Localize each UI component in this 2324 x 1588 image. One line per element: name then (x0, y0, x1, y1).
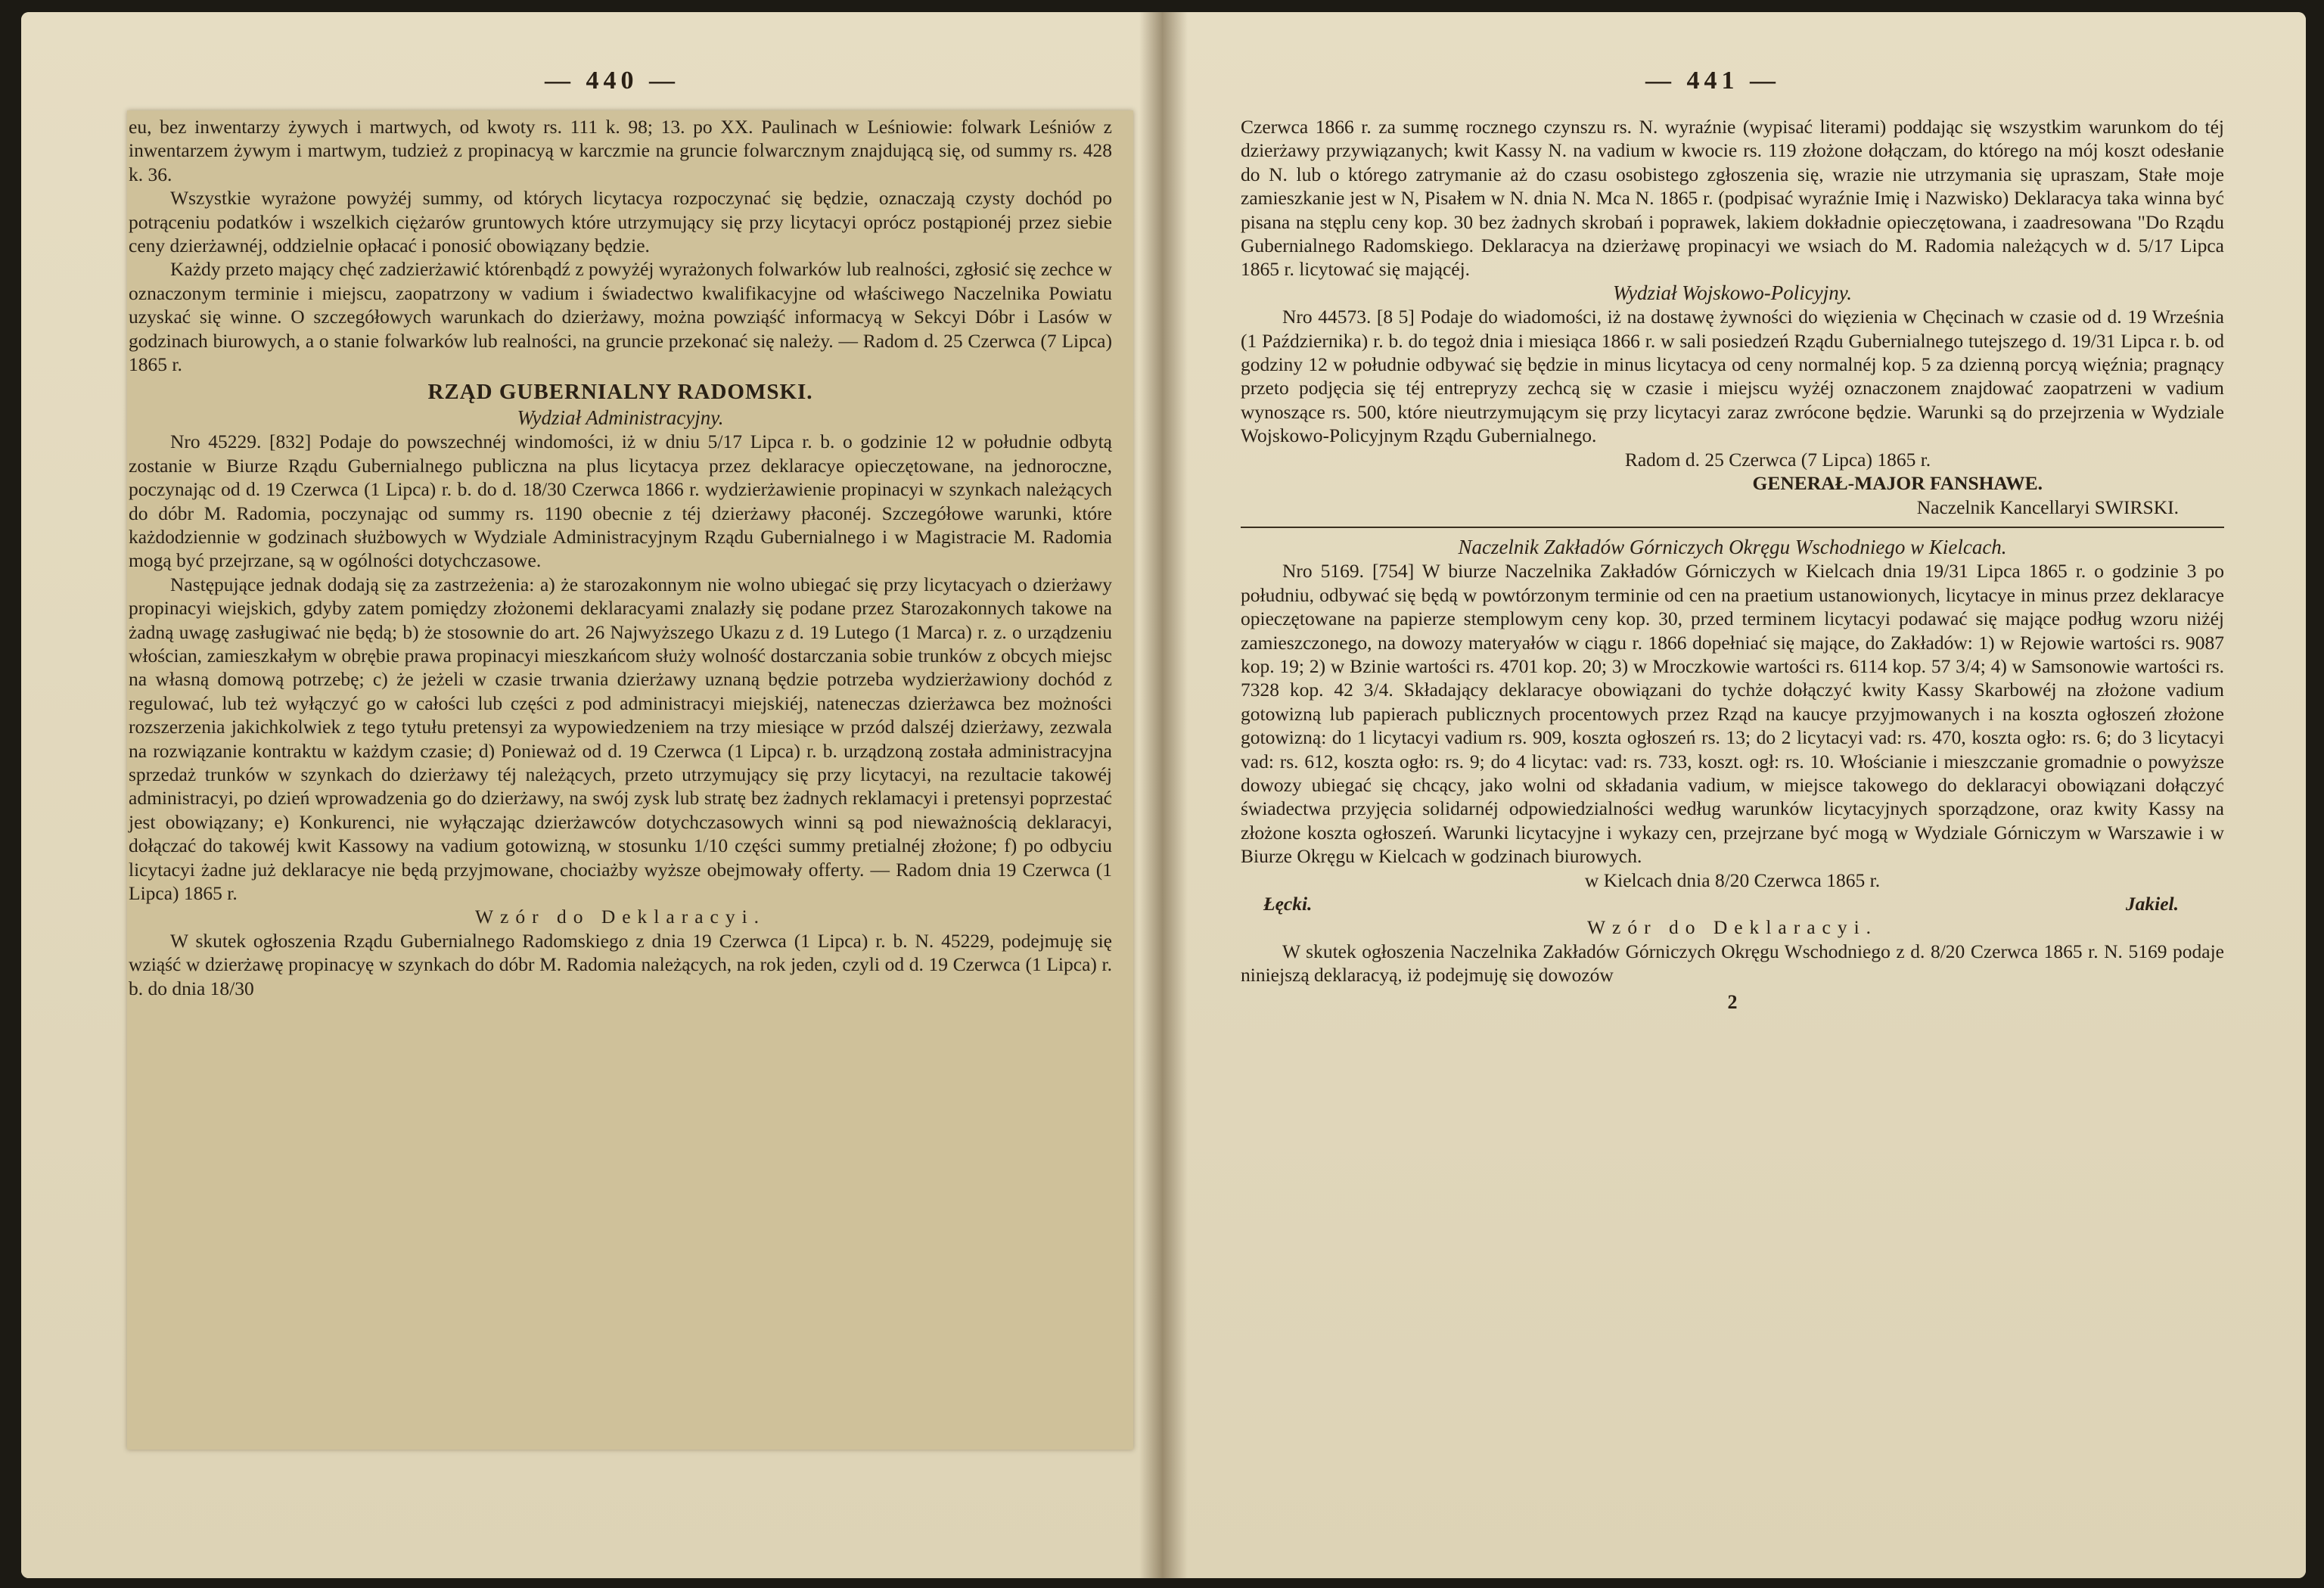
left-para-4: Następujące jednak dodają się za zastrzeżenia: a) że starozakonnym nie wolno ubiegać się przy licytacyach o dzierżawy propinacyi wiejskich, gdyby zatem pomiędzy złożonemi deklaracyami znalazły się podane przez Starozakonnych takowe na żadną uwagę zasługiwać nie będą; b) że stosownie do art. 26 Najwyższego Ukazu z d. 19 Lutego (1 Marca) r. z. o urządzeniu włościan, zamieszkałym w obrębie prawa propinacyi mieszkańcom służy wolność dostarczania sobie trunków z obcych miejsc na własną domową potrzebę; c) że jeżeli w czasie trwania dzierżawy uznaną będzie potrzeba wydzierżawiony dochód z regulować, lub też wyłączyć go w całości lub części z pod administracyi miejskiéj, nateneczas dzierżawca bez możności rozszerzenia jakichkolwiek z tego tytułu pretensyi za wypowiedzeniem na trzy miesiące w przód dalszéj dzierżawy, zezwala na rozwiązanie kontraktu w każdym czasie; d) Ponieważ od d. 19 Czerwca (1 Lipca) r. b. urządzoną została administracyjna sprzedaż trunków w szynkach do dzierżawy téj należących, przeto utrzymujący się przy licytacyi, na rezultacie takowéj administracyi, po dzień wprowadzenia go do dzierżawy, na swój zysk lub stratę bez żadnych reklamacyi i pretensyi poprzestać jest obowiązany; e) Konkurenci, nie wyłączając dzierżawców dotychczasowych winni są pod nieważnością deklaracyi, dołączać do takowéj kwit Kassowy na vadium gotowizną, w stosunku 1/10 części summy pretialnéj złożone; f) po odbyciu licytacyi żadne już deklaracye nie będą przyjmowane, chociażby wyższe obejmowały offerty. — Radom dnia 19 Czerwca (1 Lipca) 1865 r. (129, 573, 1112, 904)
left-wzor-title: Wzór do Deklaracyi. (474, 906, 766, 928)
left-para-5: W skutek ogłoszenia Rządu Gubernialnego Radomskiego z dnia 19 Czerwca (1 Lipca) r. b. N. 45229, podejmuję się wziąść w dzierżawę propinacyę w szynkach do dóbr M. Radomia należących, na rok jeden, czyli od d. 19 Czerwca (1 Lipca) r. b. do dnia 18/30 (129, 929, 1112, 999)
right-para-1: Czerwca 1866 r. za summę rocznego czynszu rs. N. wyraźnie (wypisać literami) poddając się wszystkim warunkom do téj dzierżawy przywiązanych; kwit Kassy N. na vadium w kwocie rs. 119 złożone dołączam, do którego na mój koszt odesłanie do N. lub o którego zatrymanie aż do czasu osobistego zgłoszenia się, wrazie nie utrzymania się upraszam, Stałe moje zamieszkanie jest w N, Pisałem w N. dnia N. Mca N. 1865 r. (podpisać wyraźnie Imię i Nazwisko) Deklaracya taka winna być pisana na stęplu ceny kop. 30 bez żadnych skrobań i poprawek, lakiem dokładnie opieczętowana, i zaadresowana "Do Rządu Gubernialnego Radomskiego. Deklaracya na dzierżawę propinacyi we wsiach do M. Radomia należących w d. 5/17 Lipca 1865 r. licytować się mającéj. (1241, 116, 2224, 281)
right-para-2: Nro 44573. [8 5] Podaje do wiadomości, iż na dostawę żywności do więzienia w Chęcinach w czasie od d. 19 Września (1 Października) r. b. do tegoż dnia i miesiąca 1866 r. w sali posiedzeń Rządu Gubernialnego tutejszego d. 19/31 Lipca r. b. od godziny 12 w południe odbywać się będzie in minus licytacya od ceny normalnéj kop. 5 za dzienną porcyą więźnia; pragnący przeto podjęcia się téj entrepryzy zechcą się w czasie i miejscu wyżéj oznaczonem znajdować zaopatrzeni w vadium wynoszące rs. 500, które nieutrzymującym się przy licytacyi zaraz zwrócone będzie. Warunki są do przejrzenia w Wydziale Wojskowo-Policyjnym Rządu Gubernialnego. (1241, 306, 2224, 447)
left-page-number: — 440 — (545, 67, 679, 95)
left-para-1: Wszystkie wyrażone powyżéj summy, od których licytacya rozpoczynać się będzie, oznaczają czysty dochód po potrąceniu podatków i wszelkich ciężarów gruntowych które utrzymujący się przy licytacyi oprócz postąpionéj przez siebie ceny dzierżawnéj, oddzielnie opłacać i ponosić obowiązany będzie. (129, 187, 1112, 257)
left-para-2: Każdy przeto mający chęć zadzierżawić którenbądź z powyżéj wyrażonych folwarków lub realności, zgłosić się zechce w oznaczonym terminie i miejscu, zaopatrzony w vadium i świadectwo kwalifikacyjne od właściwego Naczelnika Powiatu uzyskać się winne. O szczegółowych warunkach do dzierżawy, można powziąść informacyą w Sekcyi Dóbr i Lasów w godzinach biurowych, a o stanie folwarków lub realności, na gruncie przekonać się należy. — Radom d. 25 Czerwca (7 Lipca) 1865 r. (129, 258, 1112, 376)
right-wzor-title: Wzór do Deklaracyi. (1586, 916, 1878, 939)
right-para-3: Nro 5169. [754] W biurze Naczelnika Zakładów Górniczych w Kielcach dnia 19/31 Lipca 1865 r. o godzinie 3 po południu, odbywać się będą w powtórzonym terminie od cen na praetium ustanowionych, licytacye in minus przez deklaracye opieczętowane na papierze stemplowym ceny kop. 30, przed terminem licytacyi podawać się mające podług wzoru niżéj zamieszczonego, na dowozy materyałów w ciągu r. 1866 dopełniać się mające, do Zakładów: 1) w Rejowie wartości rs. 9087 kop. 19; 2) w Bzinie wartości rs. 4701 kop. 20; 3) w Mroczkowie wartości rs. 6114 kop. 57 3/4; 4) w Samsonowie wartości rs. 7328 kop. 42 3/4. Składający deklaracye obowiązani do tychże dołączyć kwity Kassy Skarbowéj na złożone vadium gotowizną lub papierach publicznych procentowych przez Rząd na kaucye przyjmowanych i na koszta ogłoszeń złożone gotowizną: do 1 licytacyi vadium rs. 909, koszta ogłoszeń rs. 13; do 2 licytacyi vad: rs. 470, koszta ogło: rs. 6; do 3 licytacyi vad: rs. 612, koszta ogło: rs. 9; do 4 licytac: vad: rs. 733, koszt. ogł: rs. 10. Włościanie i mieszczanie gromadnie o powyższe dowozy ubiegać się chcący, jako wolni od składania vadium, w miejsce takowego do deklaracyi obowiązani dołączyć świadectwa przyjęcia solidarnéj odpowiedzialności według warunków licytacyjnych sporządzone, oraz kwity Kassy na złożone koszta ogłoszeń. Warunki licytacyjne i wykazy cen, przejrzane być mogą w Wydziale Górniczym w Warszawie i w Biurze Okręgu w Kielcach w godzinach biurowych. (1241, 560, 2224, 868)
book-gutter (1139, 12, 1188, 1578)
left-column (129, 115, 1112, 1000)
right-signature-1: GENERAŁ-MAJOR FANSHAWE. (1752, 472, 2043, 495)
right-dateline-2: w Kielcach dnia 8/20 Czerwca 1865 r. (1584, 869, 1881, 891)
signer-row (1241, 892, 2224, 915)
right-para-4: W skutek ogłoszenia Naczelnika Zakładów Górniczych Okręgu Wschodniego z d. 8/20 Czerwca 1865 r. N. 5169 podaje niniejszą deklaracyą, iż podejmuję się dowozów (1241, 940, 2224, 987)
signer-left: Łęcki. (1263, 893, 1313, 915)
right-signature-2: Naczelnik Kancellaryi SWIRSKI. (1916, 496, 2179, 518)
section-heading: RZĄD GUBERNIALNY RADOMSKI. (427, 380, 813, 405)
signature-mark: 2 (1727, 990, 1738, 1013)
section-subheading: Wydział Administracyjny. (517, 406, 724, 429)
left-intro: eu, bez inwentarzy żywych i martwych, od kwoty rs. 111 k. 98; 13. po XX. Paulinach w Leśniowie: folwark Leśniów z inwentarzem żywym i martwym, tudzież z propinacyą w karczmie na gruncie folwarcznym znajdującą się, od summy rs. 428 k. 36. (129, 116, 1112, 185)
right-page-number: — 441 — (1645, 67, 1780, 95)
right-subheading-2: Naczelnik Zakładów Górniczych Okręgu Wschodniego w Kielcach. (1458, 535, 2007, 558)
signer-right: Jakiel. (2125, 893, 2179, 915)
right-column (1241, 115, 2224, 1014)
right-dateline: Radom d. 25 Czerwca (7 Lipca) 1865 r. (1624, 448, 1931, 471)
right-subheading-1: Wydział Wojskowo-Policyjny. (1613, 281, 1852, 304)
left-para-3: Nro 45229. [832] Podaje do powszechnéj windomości, iż w dniu 5/17 Lipca r. b. o godzinie 12 w południe odbytą zostanie w Biurze Rządu Gubernialnego publiczna na plus licytacya przez deklaracye opieczętowane, na jednoroczne, poczynając od d. 19 Czerwca (1 Lipca) r. b. do d. 18/30 Czerwca 1866 r. wydzierżawienie propinacyi w szynkach należących do dóbr M. Radomia, poczynając od summy rs. 1190 obecnie z téj dzierżawy płaconéj. Szczegółowe warunki, które każdodziennie w godzinach służbowych w Wydziale Administracyjnym Rządu Gubernialnego i w Magistracie M. Radomia mogą być przejrzane, są w ogólności dotychczasowe. (129, 430, 1112, 572)
section-divider (1241, 527, 2224, 528)
